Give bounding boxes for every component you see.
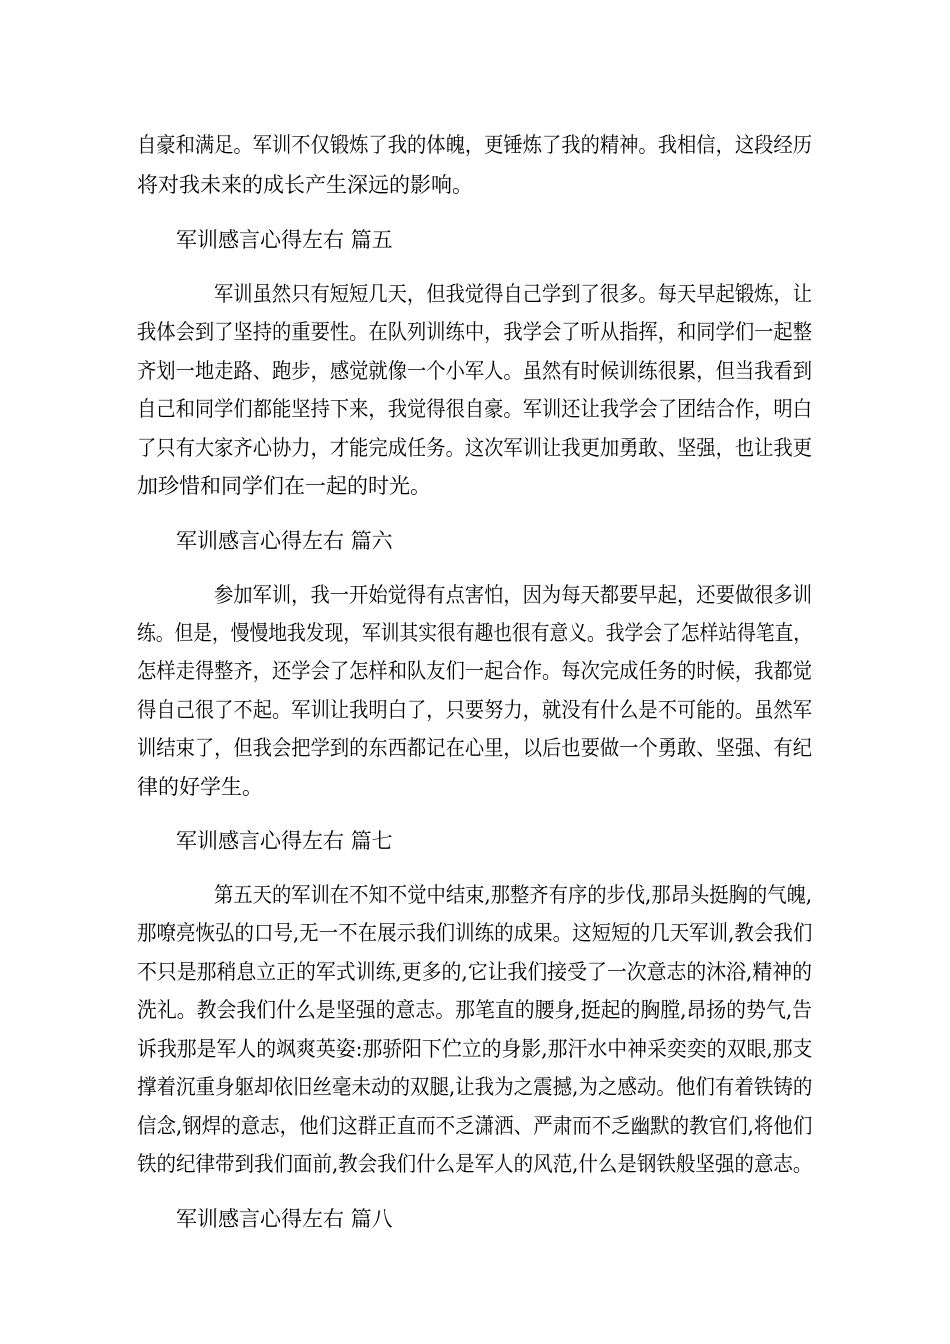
paragraph-line: 撑着沉重身躯却依旧丝毫未动的双腿,让我为之震撼,为之感动。他们有着铁铸的 bbox=[137, 1075, 813, 1099]
paragraph-line: 第五天的军训在不知不觉中结束,那整齐有序的步伐,那昂头挺胸的气魄, bbox=[214, 883, 813, 907]
section-heading: 军训感言心得左右 篇七 bbox=[176, 829, 393, 853]
paragraph-line: 洗礼。教会我们什么是坚强的意志。那笔直的腰身,挺起的胸膛,昂扬的势气,告 bbox=[137, 998, 813, 1022]
paragraph-line: 信念,钢焊的意志，他们这群正直而不乏潇洒、严肃而不乏幽默的教官们,将他们 bbox=[137, 1114, 813, 1138]
paragraph-line: 军训虽然只有短短几天，但我觉得自己学到了很多。每天早起锻炼，让 bbox=[214, 282, 812, 306]
paragraph-line: 我体会到了坚持的重要性。在队列训练中，我学会了听从指挥，和同学们一起整 bbox=[137, 320, 812, 344]
paragraph-line: 不只是那稍息立正的军式训练,更多的,它让我们接受了一次意志的沐浴,精神的 bbox=[137, 960, 813, 984]
paragraph-line: 参加军训，我一开始觉得有点害怕，因为每天都要早起，还要做很多训 bbox=[214, 583, 812, 607]
paragraph-line: 自豪和满足。军训不仅锻炼了我的体魄，更锤炼了我的精神。我相信，这段经历 bbox=[137, 133, 812, 157]
paragraph-line: 了只有大家齐心协力，才能完成任务。这次军训让我更加勇敢、坚强，也让我更 bbox=[137, 436, 812, 460]
paragraph-line: 将对我未来的成长产生深远的影响。 bbox=[137, 173, 473, 197]
paragraph-line: 自己和同学们都能坚持下来，我觉得很自豪。军训还让我学会了团结合作，明白 bbox=[137, 397, 812, 421]
paragraph-line: 诉我那是军人的飒爽英姿:那骄阳下伫立的身影,那汗水中神采奕奕的双眼,那支 bbox=[137, 1037, 813, 1061]
section-heading: 军训感言心得左右 篇八 bbox=[176, 1207, 393, 1231]
paragraph-line: 怎样走得整齐，还学会了怎样和队友们一起合作。每次完成任务的时候，我都觉 bbox=[137, 659, 812, 683]
paragraph-line: 加珍惜和同学们在一起的时光。 bbox=[137, 474, 431, 498]
paragraph-line: 训结束了，但我会把学到的东西都记在心里，以后也要做一个勇敢、坚强、有纪 bbox=[137, 736, 812, 760]
paragraph-line: 得自己很了不起。军训让我明白了，只要努力，就没有什么是不可能的。虽然军 bbox=[137, 698, 812, 722]
paragraph-line: 练。但是，慢慢地我发现，军训其实很有趣也很有意义。我学会了怎样站得笔直， bbox=[137, 621, 812, 645]
paragraph-line: 那嘹亮恢弘的口号,无一不在展示我们训练的成果。这短短的几天军训,教会我们 bbox=[137, 921, 813, 945]
paragraph-line: 齐划一地走路、跑步，感觉就像一个小军人。虽然有时候训练很累，但当我看到 bbox=[137, 359, 812, 383]
paragraph-line: 律的好学生。 bbox=[137, 775, 263, 799]
section-heading: 军训感言心得左右 篇五 bbox=[176, 228, 393, 252]
paragraph-line: 铁的纪律带到我们面前,教会我们什么是军人的风范,什么是钢铁般坚强的意志。 bbox=[137, 1152, 813, 1176]
section-heading: 军训感言心得左右 篇六 bbox=[176, 529, 393, 553]
